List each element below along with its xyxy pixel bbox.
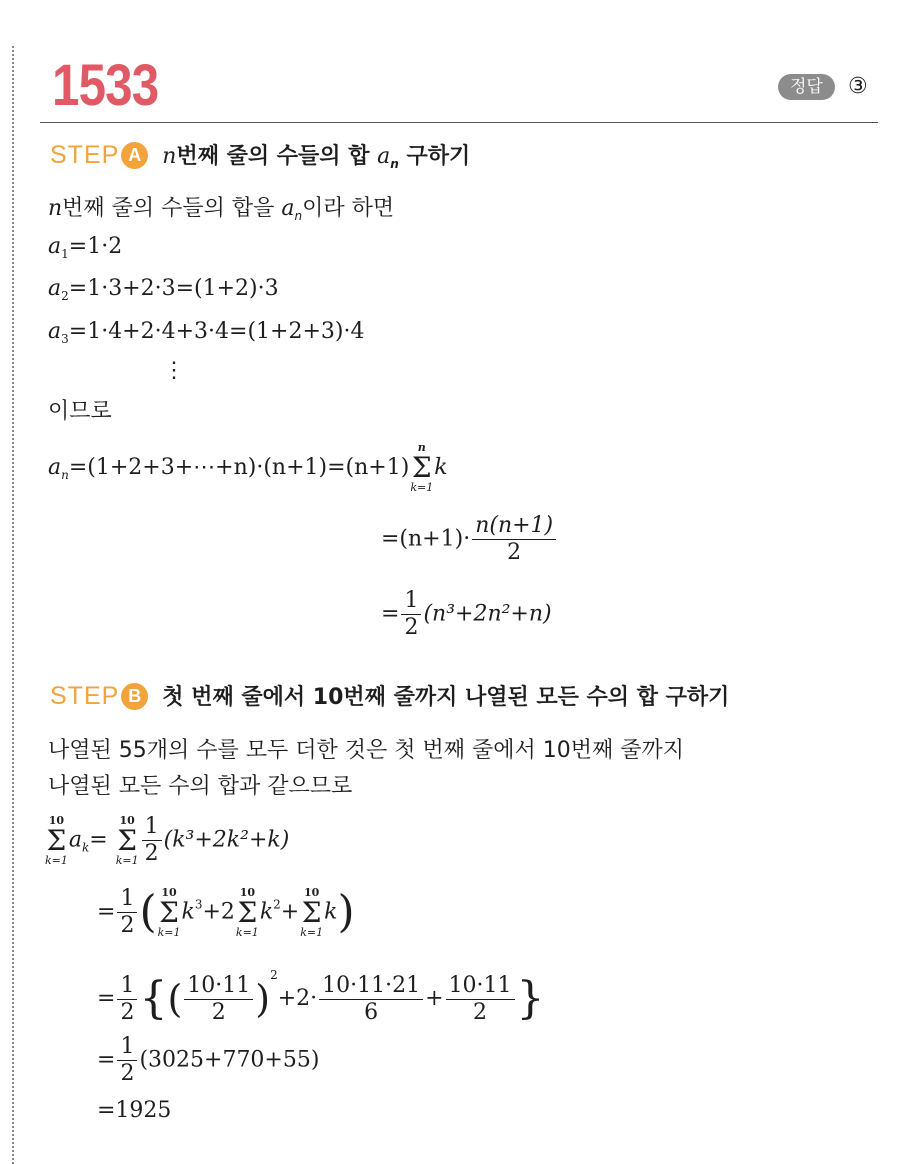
step-a-therefore: 이므로 bbox=[48, 399, 112, 424]
equation-a1: $a_1=1\cdot 2$ bbox=[48, 234, 123, 261]
fraction: $\frac{10\cdot 11\cdot 21}{6}$ bbox=[319, 973, 423, 1026]
step-b-badge: B bbox=[121, 683, 148, 710]
sigma-sum: n Σ k=1 bbox=[410, 441, 434, 494]
step-b-text-line1: 나열된 55개의 수를 모두 더한 것은 첫 번째 줄에서 10번째 줄까지 bbox=[48, 738, 684, 763]
fraction: $\frac{1}{2}$ bbox=[117, 973, 137, 1026]
sigma-sum: 10 Σ k=1 bbox=[235, 885, 259, 939]
sum-equation-result: =1925 bbox=[97, 1098, 172, 1123]
header-divider bbox=[40, 122, 878, 123]
step-a-label: STEP bbox=[50, 141, 120, 169]
step-b-heading bbox=[50, 680, 729, 711]
equation-an: $a_n=(1+2+3+\cdots+n)\cdot(n+1)=(n+1)$ n Σ k=1 k bbox=[48, 441, 448, 494]
fraction: $\frac{n(n+1)}{2}$ bbox=[472, 513, 556, 566]
step-a-title: n번째 줄의 수들의 합 $a_n$ 구하기 bbox=[162, 144, 471, 171]
sigma-sum: 10 Σ k=1 bbox=[115, 813, 139, 867]
sigma-sum: 10 Σ k=1 bbox=[45, 813, 68, 867]
answer-value: ③ bbox=[848, 74, 868, 99]
step-a-badge: A bbox=[121, 142, 148, 169]
fraction: $\frac{1}{2}$ bbox=[117, 1034, 137, 1087]
fraction: $\frac{10\cdot 11}{2}$ bbox=[446, 973, 515, 1026]
fraction: $\frac{10\cdot 11}{2}$ bbox=[184, 973, 253, 1026]
sum-equation-line3: = $\frac{1}{2}$ {( $\frac{10\cdot 11}{2}$ )$^2$+2· $\frac{10\cdot 11\cdot 21}{6}$ + $\frac{10\cdot 11}{2}$ } bbox=[97, 968, 545, 1025]
page-margin-dotted-line bbox=[12, 46, 14, 1164]
sum-equation-line4: = $\frac{1}{2}$ (3025+770+55) bbox=[97, 1034, 320, 1086]
step-b-title: 첫 번째 줄에서 10번째 줄까지 나열된 모든 수의 합 구하기 bbox=[162, 685, 730, 710]
fraction: $\frac{1}{2}$ bbox=[142, 814, 162, 867]
step-b-text-line2: 나열된 모든 수의 합과 같으므로 bbox=[48, 774, 353, 799]
fraction: $\frac{1}{2}$ bbox=[117, 886, 137, 939]
step-a-heading bbox=[50, 139, 470, 171]
step-b-label: STEP bbox=[50, 682, 120, 710]
equation-an-step3: = $\frac{1}{2}$ (n³+2n²+n) bbox=[381, 588, 552, 640]
step-a-intro: n번째 줄의 수들의 합을 $a_n$이라 하면 bbox=[48, 196, 395, 223]
equation-an-step2: =(n+1)· $\frac{n(n+1)}{2}$ bbox=[381, 513, 558, 566]
problem-number: 1533 bbox=[52, 53, 159, 118]
answer-badge: 정답 bbox=[778, 74, 835, 100]
fraction: $\frac{1}{2}$ bbox=[401, 588, 421, 641]
sigma-sum: 10 Σ k=1 bbox=[157, 885, 181, 939]
equation-a2: $a_2=1\cdot 3+2\cdot 3=(1+2)\cdot 3$ bbox=[48, 276, 279, 303]
vertical-ellipsis: ⋮ bbox=[163, 358, 185, 383]
sigma-sum: 10 Σ k=1 bbox=[300, 885, 324, 939]
equation-a3: $a_3=1\cdot 4+2\cdot 4+3\cdot 4=(1+2+3)\cdot 4$ bbox=[48, 319, 365, 346]
sum-equation-line1: 10 Σ k=1 $a_k=$ 10 Σ k=1 $\frac{1}{2}$ (k³+2k²+k) bbox=[45, 813, 290, 867]
sum-equation-line2: = $\frac{1}{2}$ ( 10 Σ k=1 $k^3+2$ 10 Σ k=1 $k^2+$ 10 Σ k=1 k) bbox=[97, 885, 355, 939]
